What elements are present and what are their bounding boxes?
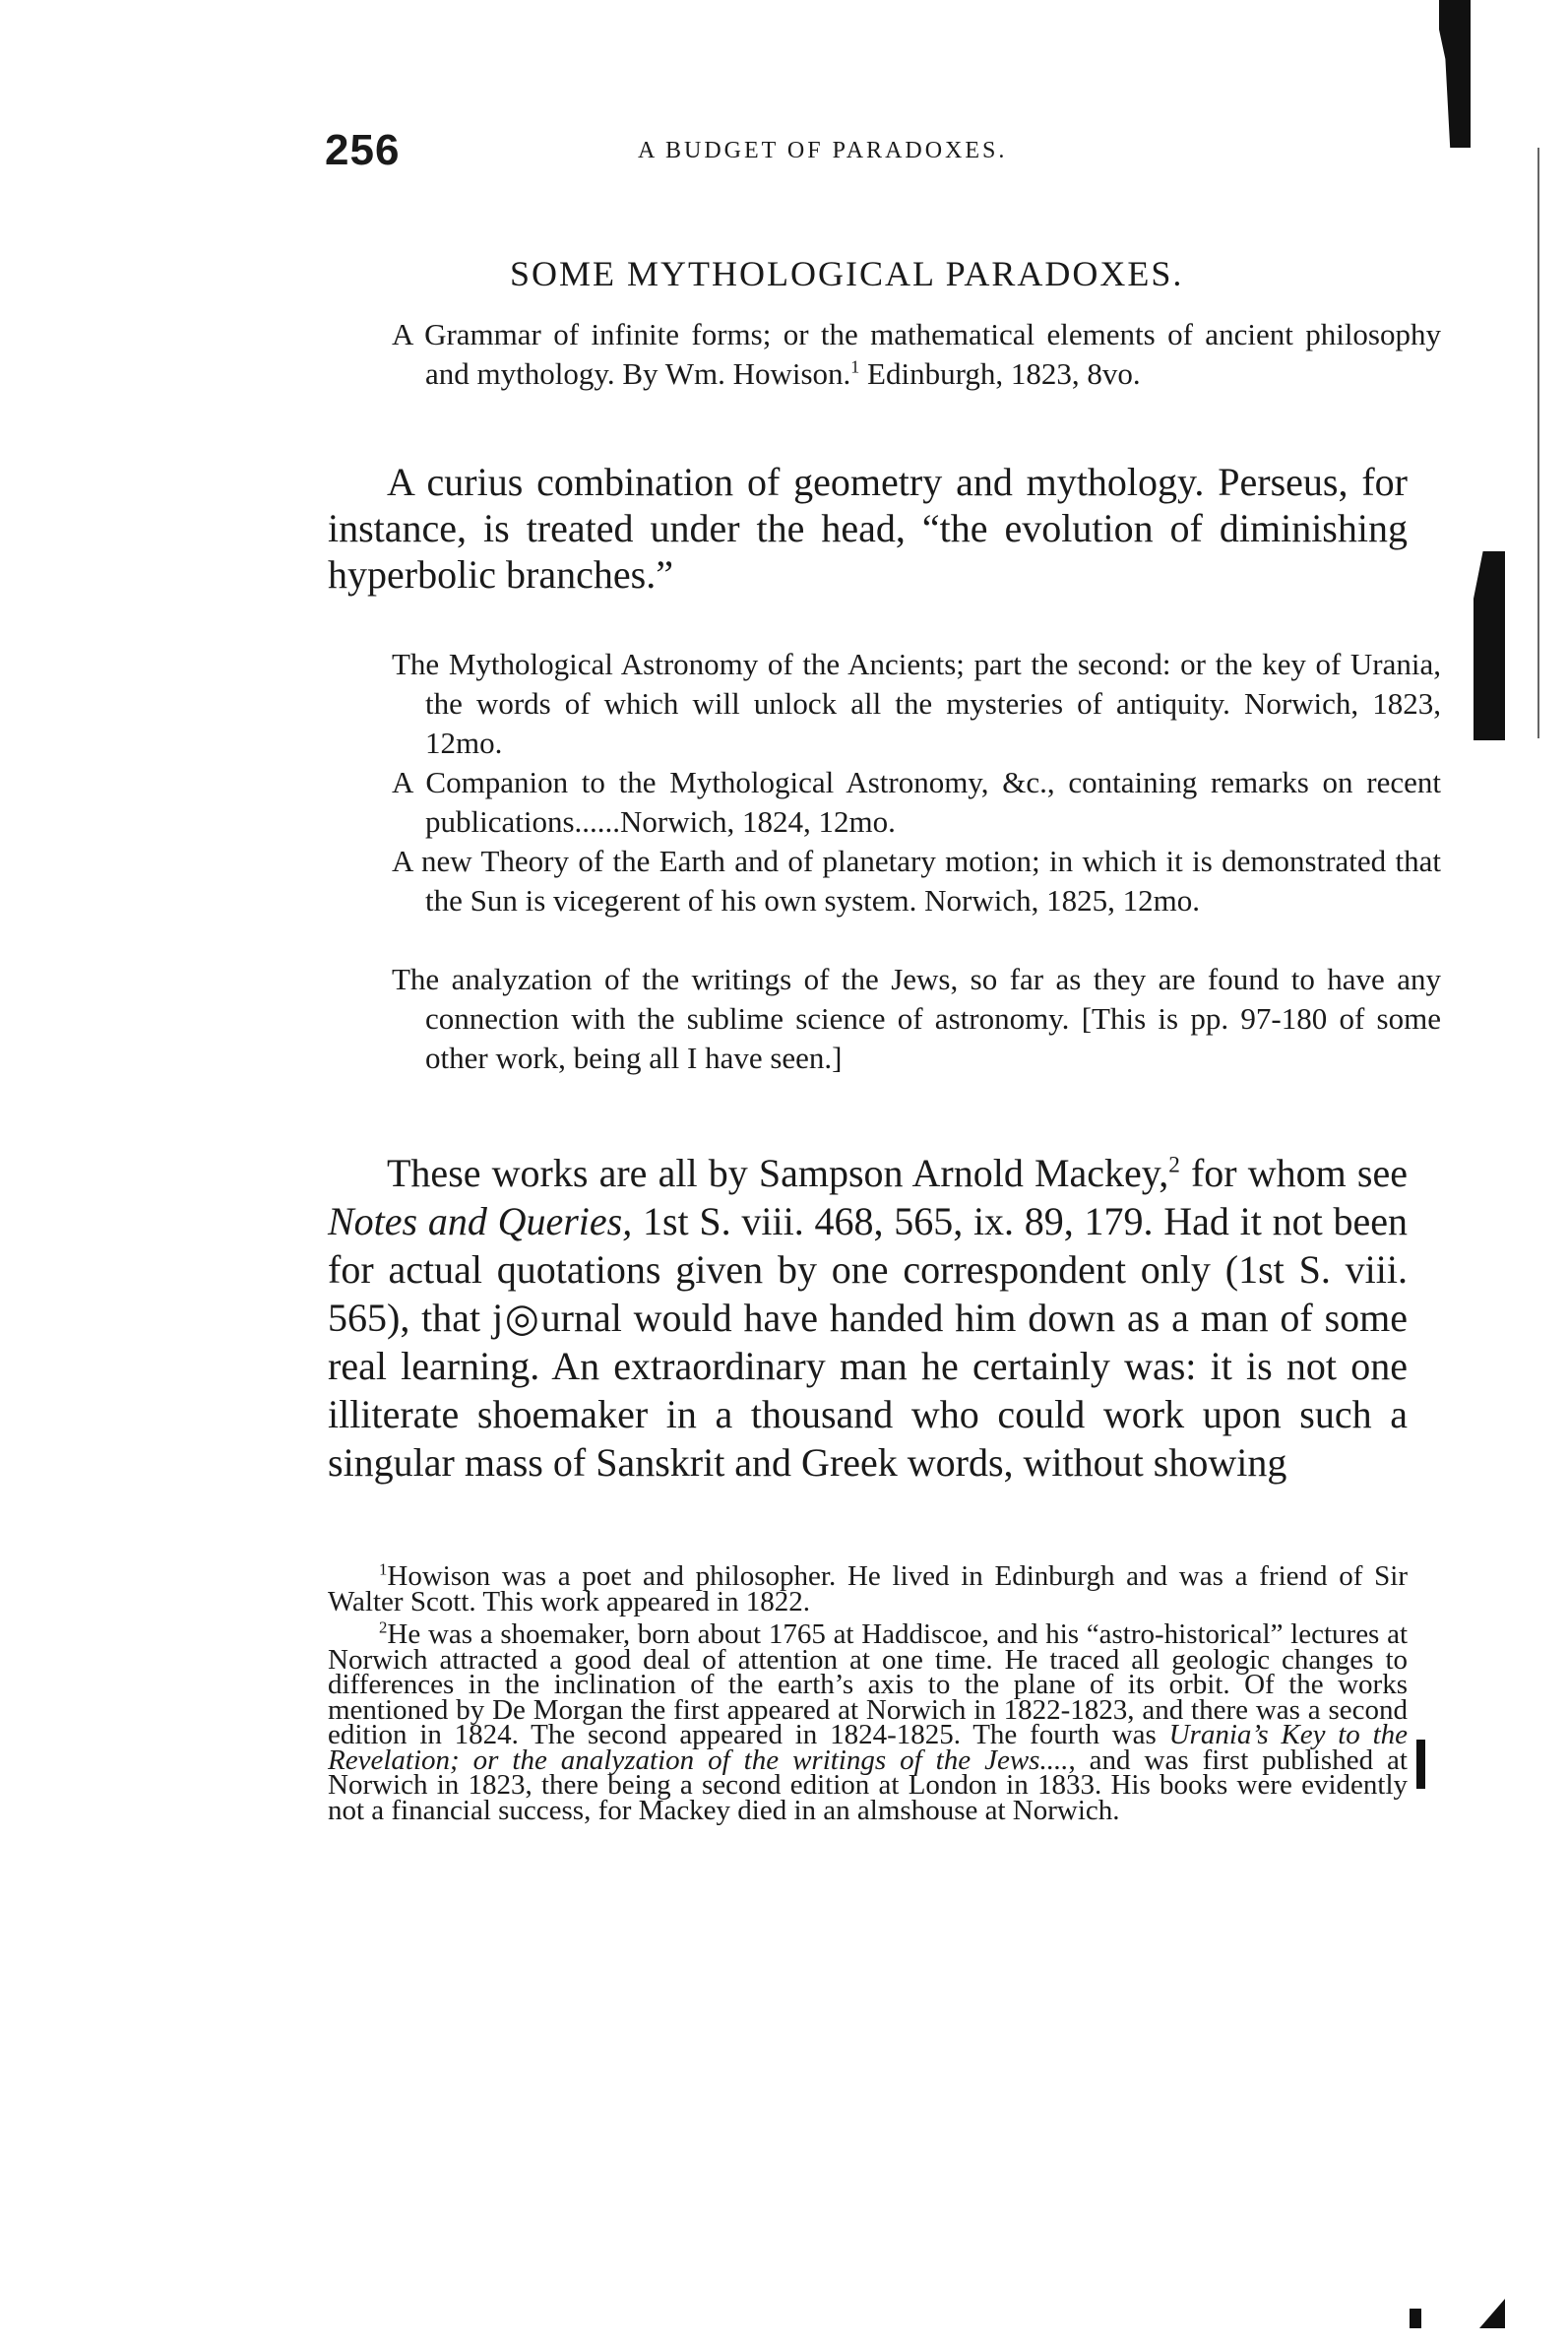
footnote-2 bbox=[328, 1617, 1408, 1826]
scan-edge-mark bbox=[1474, 551, 1505, 740]
footnote-1 bbox=[328, 1559, 1408, 1617]
footnote-text: , and was first published at Norwich in 1823, there being a second edition at London in 1833. His books were evidently not a financial success, for Mackey died in an almshouse at Norwich. bbox=[328, 1744, 1408, 1826]
paragraph-text: 1st S. viii. 468, 565, ix. 89, 179. Had it not been for actual quotations given by one correspondent only (1st S. viii. 565), that j◎urnal would have handed him down as a man of some real learning. An extraordinary man he certainly was: it is not one illiterate shoemaker in a thousand who could work upon such a singular mass of Sanskrit and Greek words, without showing bbox=[328, 1199, 1408, 1485]
main-paragraph bbox=[328, 1149, 1408, 1487]
bibliography-entry: A new Theory of the Earth and of planetary motion; in which it is demonstrated that the Sun is vicegerent of his own system. Norwich, 1825, 12mo. bbox=[392, 844, 1441, 918]
bibliography-entry: The Mythological Astronomy of the Ancients; part the second: or the key of Urania, the words of which will unlock all the mysteries of antiquity. Norwich, 1823, 12mo. bbox=[392, 647, 1441, 760]
footnote-marker: 1 bbox=[379, 1559, 388, 1579]
scan-edge-line bbox=[1537, 148, 1539, 738]
book-title: A BUDGET OF PARADOXES. bbox=[638, 138, 1008, 163]
page-number: 256 bbox=[325, 126, 401, 174]
paragraph-text: for whom see bbox=[1179, 1151, 1408, 1195]
entry-text: A Grammar of infinite forms; or the mathematical elements of ancient philosophy and mythology. By Wm. Howison. bbox=[392, 317, 1441, 391]
commentary-paragraph: A curius combination of geometry and mythology. Perseus, for instance, is treated under the head, “the evolution of diminishing hyperbolic branches.” bbox=[328, 460, 1408, 597]
scan-edge-mark bbox=[1416, 1740, 1425, 1789]
footnote-ref: 1 bbox=[850, 356, 860, 377]
work-title: Urania’s Key to the Revelation; or the analyzation of the writings of the Jews.... bbox=[328, 1719, 1408, 1776]
footnote-marker: 2 bbox=[379, 1617, 388, 1637]
journal-title: Notes and Queries, bbox=[328, 1199, 633, 1243]
bibliography-entry bbox=[392, 315, 1441, 394]
section-title: SOME MYTHOLOGICAL PARADOXES. bbox=[510, 254, 1184, 293]
footnote-text: He was a shoemaker, born about 1765 at Haddiscoe, and his “astro-historical” lectures at Norwich attracted a good deal of attention at one time. He traced all geologic changes to differences in the inclination of the earth’s axis to the plane of its orbit. Of the works mentioned by De Morgan the first appeared at Norwich in 1822-1823, and there was a second edition in 1824. The second appeared in 1824-1825. The fourth was bbox=[328, 1618, 1408, 1750]
scan-edge-mark bbox=[1410, 2309, 1421, 2328]
bibliography-entry: A Companion to the Mythological Astronomy, &c., containing remarks on recent publications......Norwich, 1824, 12mo. bbox=[392, 765, 1441, 839]
footnote-text: Howison was a poet and philosopher. He lived in Edinburgh and was a friend of Sir Walter Scott. This work appeared in 1822. bbox=[328, 1560, 1408, 1617]
scan-edge-mark bbox=[1439, 0, 1471, 148]
running-head bbox=[325, 126, 1408, 185]
scan-edge-mark bbox=[1479, 2299, 1505, 2328]
paragraph-text: These works are all by Sampson Arnold Mackey, bbox=[387, 1151, 1169, 1195]
footnote-ref: 2 bbox=[1168, 1152, 1180, 1178]
bibliography-entry: The analyzation of the writings of the Jews, so far as they are found to have any connection with the sublime science of astronomy. [This is pp. 97-180 of some other work, being all I have seen.] bbox=[392, 962, 1441, 1075]
entry-text: Edinburgh, 1823, 8vo. bbox=[859, 356, 1141, 391]
